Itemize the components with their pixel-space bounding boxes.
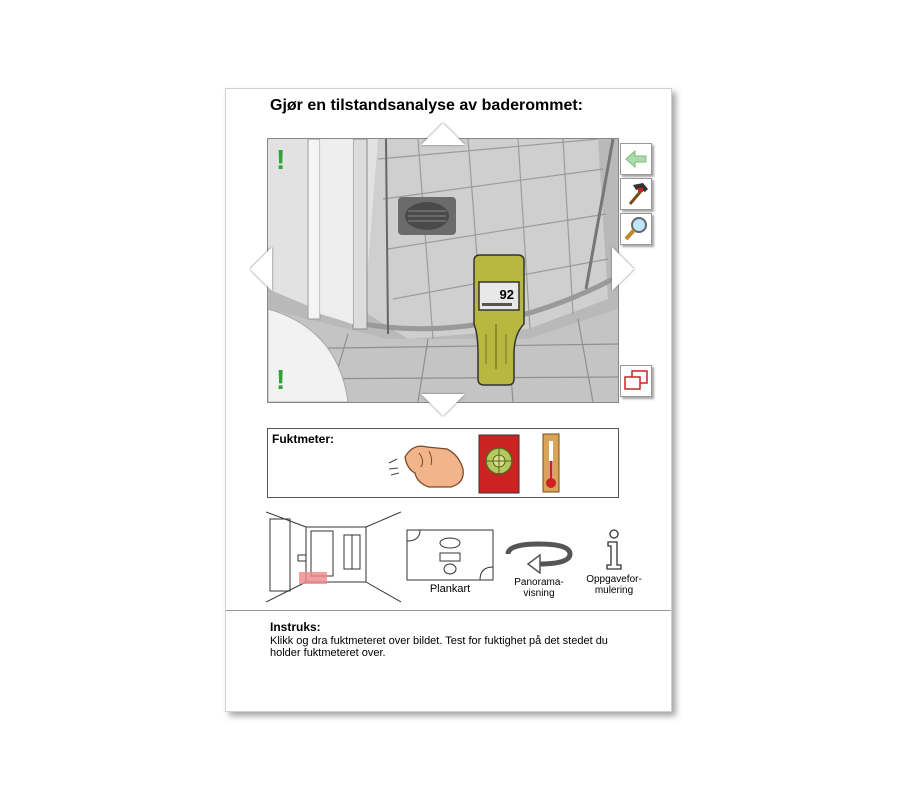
room-perspective-icon [266,507,401,607]
task-card [225,88,672,712]
divider [226,610,671,611]
magnifier-icon [621,214,651,244]
moisture-meter-tool[interactable] [478,434,520,499]
moisture-tools-panel [267,428,619,498]
instructions-body: Klikk og dra fuktmeteret over bildet. Test for fuktighet på det stedet du holder fuktmeteret over. [270,635,608,659]
rotate-arrow-icon [504,536,574,574]
meter-reading: 92 [499,287,514,302]
hammer-button[interactable] [620,178,652,210]
magnifier-button[interactable] [620,213,652,245]
oppgave-label-2: mulering [594,585,634,596]
page-title: Gjør en tilstandsanalyse av baderommet: [270,97,583,114]
oppgave-button[interactable] [584,527,644,596]
arrow-left-icon [621,144,651,174]
plankart-label: Plankart [429,583,471,595]
back-button[interactable] [620,143,652,175]
panorama-label-1: Panorama- [514,577,564,588]
pan-up-arrow[interactable] [421,123,465,145]
window-button[interactable] [620,365,652,397]
windows-icon [621,366,651,396]
alert-top[interactable]: ! [276,144,286,175]
pan-left-arrow[interactable] [250,247,272,291]
knock-hand-icon [385,435,469,491]
oppgave-label-1: Oppgavefor- [586,574,642,585]
instructions-heading: Instruks: [270,620,321,634]
pan-down-arrow[interactable] [421,394,465,416]
hammer-icon [621,179,651,209]
info-icon [584,527,644,571]
alert-bottom[interactable]: ! [276,364,286,395]
thermometer-icon [540,433,562,495]
bathroom-photo[interactable] [267,138,619,403]
panel-label: Fuktmeter: [272,432,335,446]
floor-plan-icon [406,529,494,581]
knock-tool[interactable] [385,435,469,496]
thermometer-tool[interactable] [540,433,562,500]
panorama-button[interactable] [504,536,574,599]
pan-right-arrow[interactable] [612,247,634,291]
panorama-label-2: visning [523,588,555,599]
room-perspective-view[interactable] [266,507,401,610]
plankart-button[interactable] [406,529,494,595]
moisture-meter-icon [478,434,520,494]
